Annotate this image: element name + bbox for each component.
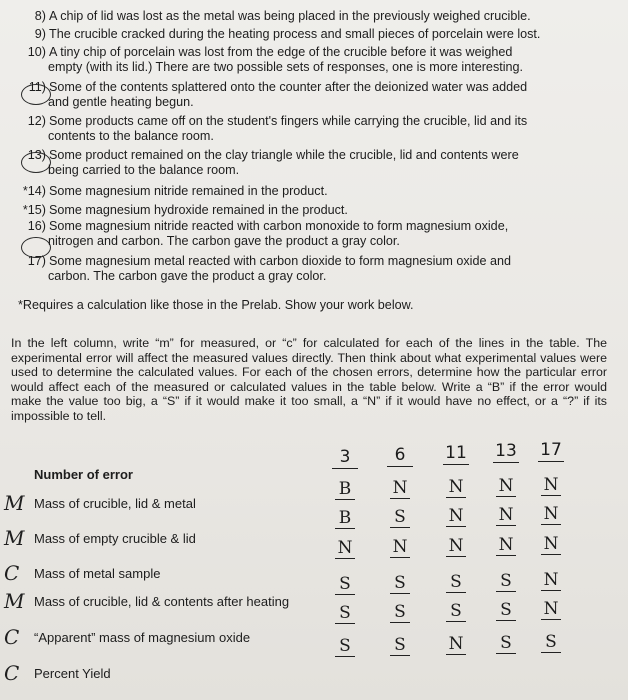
item-continuation: being carried to the balance room. [48,162,240,177]
row-label: Mass of crucible, lid & metal [34,496,196,511]
table-row [4,589,289,613]
error-item [18,254,616,283]
item-continuation: empty (with its lid.) There are two possible sets of responses, one is more interesting. [48,59,524,74]
answer-cell: S [387,573,413,593]
error-item [18,184,616,199]
row-label: Mass of empty crucible & lid [34,531,196,546]
table-row [4,526,196,550]
answer-cell: S [387,602,413,622]
item-number: 12) [27,114,46,128]
answer-cell: N [538,475,564,495]
row-label: “Apparent” mass of magnesium oxide [34,630,251,645]
item-number: 16) [27,219,46,233]
answer-cell: N [387,478,413,498]
answer-cell: S [387,507,413,527]
table-row [4,491,196,515]
item-number: *14) [22,184,46,198]
answer-cell: S [332,636,358,656]
answer-cell: S [387,635,413,655]
answer-cell: N [443,477,469,497]
table-header-label: Number of error [34,467,133,482]
measured-calculated-mark: C [4,561,20,585]
error-item [18,45,616,74]
measured-calculated-mark: C [4,625,20,649]
measured-calculated-mark: C [4,661,20,685]
row-label: Mass of crucible, lid & contents after heating [34,594,290,609]
item-text: A chip of lid was lost as the metal was being placed in the previously weighed crucible. [49,9,531,23]
prelab-note: *Requires a calculation like those in the Prelab. Show your work below. [18,298,414,312]
answer-cell: B [332,508,358,528]
item-number: 13) [27,148,46,162]
answer-cell: N [493,535,519,555]
row-label: Percent Yield [34,666,111,681]
answer-cell: N [538,599,564,619]
error-column-header: 17 [536,440,566,460]
item-text: Some products came off on the student's fingers while carrying the crucible, lid and its [49,114,528,128]
answer-cell: S [493,600,519,620]
answer-cell: N [443,506,469,526]
item-number: 9) [34,27,46,41]
answer-cell: N [538,570,564,590]
item-text: Some magnesium metal reacted with carbon dioxide to form magnesium oxide and [49,254,512,268]
table-row [4,561,160,585]
instructions-paragraph: In the left column, write “m” for measured, or “c” for calculated for each of the lines in the table. The experimental error will affect the measured values directly. Then think about what experimental values were used to determine the calculated values. For each of the chosen errors, determine how the particular error would affect each of the measured or calculated values in the table below. Write a “B” if the error would make the value too big, a “S” if it would make it too small, a “N” if it would have no effect, or a “?” if its impossible to tell. [11,336,607,423]
item-number: 17) [27,254,46,268]
answer-cell: S [443,601,469,621]
answer-cell: N [493,476,519,496]
answer-cell: S [538,632,564,652]
answer-cell: B [332,479,358,499]
table-row [4,625,250,649]
error-column-header: 13 [491,441,521,461]
answer-cell: S [332,574,358,594]
answer-cell: S [443,572,469,592]
item-text: Some product remained on the clay triangle while the crucible, lid and contents were [49,148,519,162]
item-number: 11) [28,80,46,94]
error-item [18,80,616,109]
answer-cell: S [493,633,519,653]
answer-cell: S [493,571,519,591]
error-column-header: 3 [330,447,360,467]
error-item [18,27,616,42]
answer-cell: N [443,634,469,654]
answer-cell: N [493,505,519,525]
item-number: *15) [22,203,46,217]
answer-cell: N [332,538,358,558]
item-text: Some magnesium nitride reacted with carbon monoxide to form magnesium oxide, [49,219,509,233]
table-row [4,661,111,685]
answer-cell: N [538,534,564,554]
item-text: The crucible cracked during the heating process and small pieces of porcelain were lost. [49,27,541,41]
error-item [18,114,616,143]
answer-cell: S [332,603,358,623]
error-item [18,148,616,177]
error-column-header: 6 [385,445,415,465]
row-label: Mass of metal sample [34,566,161,581]
item-continuation: and gentle heating begun. [48,94,194,109]
item-text: A tiny chip of porcelain was lost from the edge of the crucible before it was weighed [49,45,513,59]
error-column-header: 11 [441,443,471,463]
error-item [18,9,616,24]
item-continuation: contents to the balance room. [48,128,214,143]
answer-cell: N [443,536,469,556]
item-text: Some magnesium hydroxide remained in the product. [49,203,348,217]
error-item [18,219,616,248]
answer-cell: N [538,504,564,524]
measured-calculated-mark: M [4,491,25,515]
item-number: 8) [34,9,46,23]
item-continuation: nitrogen and carbon. The carbon gave the product a gray color. [48,233,400,248]
error-item [18,203,616,218]
answer-cell: N [387,537,413,557]
item-text: Some of the contents splattered onto the counter after the deionized water was added [49,80,528,94]
measured-calculated-mark: M [4,526,25,550]
measured-calculated-mark: M [4,589,25,613]
item-text: Some magnesium nitride remained in the product. [49,184,328,198]
item-number: 10) [27,45,46,59]
item-continuation: carbon. The carbon gave the product a gray color. [48,268,327,283]
